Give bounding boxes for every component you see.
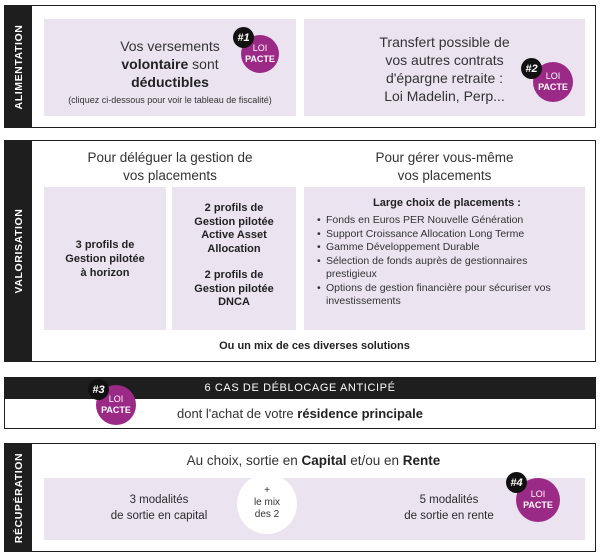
mix-solutions-text: Ou un mix de ces diverses solutions <box>219 340 410 352</box>
managed-profiles-box: 2 profils de Gestion pilotée Active Asset Allocation 2 profils de Gestion pilotée DNCA <box>172 187 296 330</box>
badge-number-2: #2 <box>521 58 542 79</box>
alimentation-side-label: ALIMENTATION <box>5 6 32 127</box>
horizon-profiles-box: 3 profils de Gestion pilotée à horizon <box>44 187 166 330</box>
transfert-line2: vos autres contrats <box>385 52 504 68</box>
mix-circle: + le mix des 2 <box>237 474 297 534</box>
badge-number-1: #1 <box>233 27 254 48</box>
deblocage-title-bar: 6 CAS DE DÉBLOCAGE ANTICIPÉ <box>4 377 596 399</box>
residence-text: dont l'achat de votre résidence principale <box>176 406 424 421</box>
placements-choice-box <box>304 187 585 330</box>
delegate-heading: Pour déléguer la gestion de vos placements <box>87 150 253 183</box>
capital-text: 3 modalités de sortie en capital <box>110 494 208 522</box>
transfert-line4: Loi Madelin, Perp... <box>384 88 505 104</box>
deductible-bold-deductibles: déductibles <box>131 74 209 90</box>
pacte-label: PACTE <box>101 405 131 415</box>
badge-number-3: #3 <box>88 379 109 400</box>
pacte-label: PACTE <box>245 54 275 64</box>
loi-pacte-badge-1 <box>233 27 285 75</box>
choice-title: Large choix de placements : <box>373 197 521 209</box>
transfert-line1: Transfert possible de <box>379 34 510 50</box>
rente-text: 5 modalités de sortie en rente <box>404 494 494 522</box>
list-item: • Fonds en Euros PER Nouvelle Génération <box>317 214 577 228</box>
recuperation-side-label: RÉCUPÉRATION <box>5 444 32 551</box>
loi-pacte-badge-4 <box>506 472 562 526</box>
deductible-line2-rest: sont <box>188 56 219 72</box>
pacte-label: PACTE <box>523 500 553 510</box>
valorisation-side-label: VALORISATION <box>5 141 32 361</box>
deductible-bold-volontaire: volontaire <box>121 56 189 72</box>
pacte-label: PACTE <box>538 82 568 92</box>
loi-label: LOI <box>108 394 124 404</box>
choice-list <box>317 214 577 309</box>
list-item: • Options de gestion financière pour sécuriser vos investissements <box>317 282 577 309</box>
loi-label: LOI <box>252 43 268 53</box>
alimentation-section <box>4 5 596 128</box>
loi-label: LOI <box>545 71 561 81</box>
badge-number-4: #4 <box>506 472 527 493</box>
loi-label: LOI <box>530 489 546 499</box>
deductible-line1: Vos versements <box>120 38 220 54</box>
list-item: • Support Croissance Allocation Long Terme <box>317 228 577 242</box>
fiscalite-note-link[interactable]: (cliquez ci-dessous pour voir le tableau de fiscalité) <box>68 95 272 105</box>
loi-pacte-badge-2 <box>521 56 577 104</box>
valorisation-section <box>4 140 596 362</box>
list-item: • Gamme Développement Durable <box>317 241 577 255</box>
list-item: • Sélection de fonds auprès de gestionnaires prestigieux <box>317 255 577 282</box>
transfert-line3: d'épargne retraite : <box>385 70 504 86</box>
sortie-heading: Au choix, sortie en Capital et/ou en Rente <box>186 453 441 468</box>
self-manage-heading: Pour gérer vous-même vos placements <box>375 150 514 183</box>
capital-modalities-box <box>44 478 585 540</box>
loi-pacte-badge-3 <box>88 379 140 429</box>
